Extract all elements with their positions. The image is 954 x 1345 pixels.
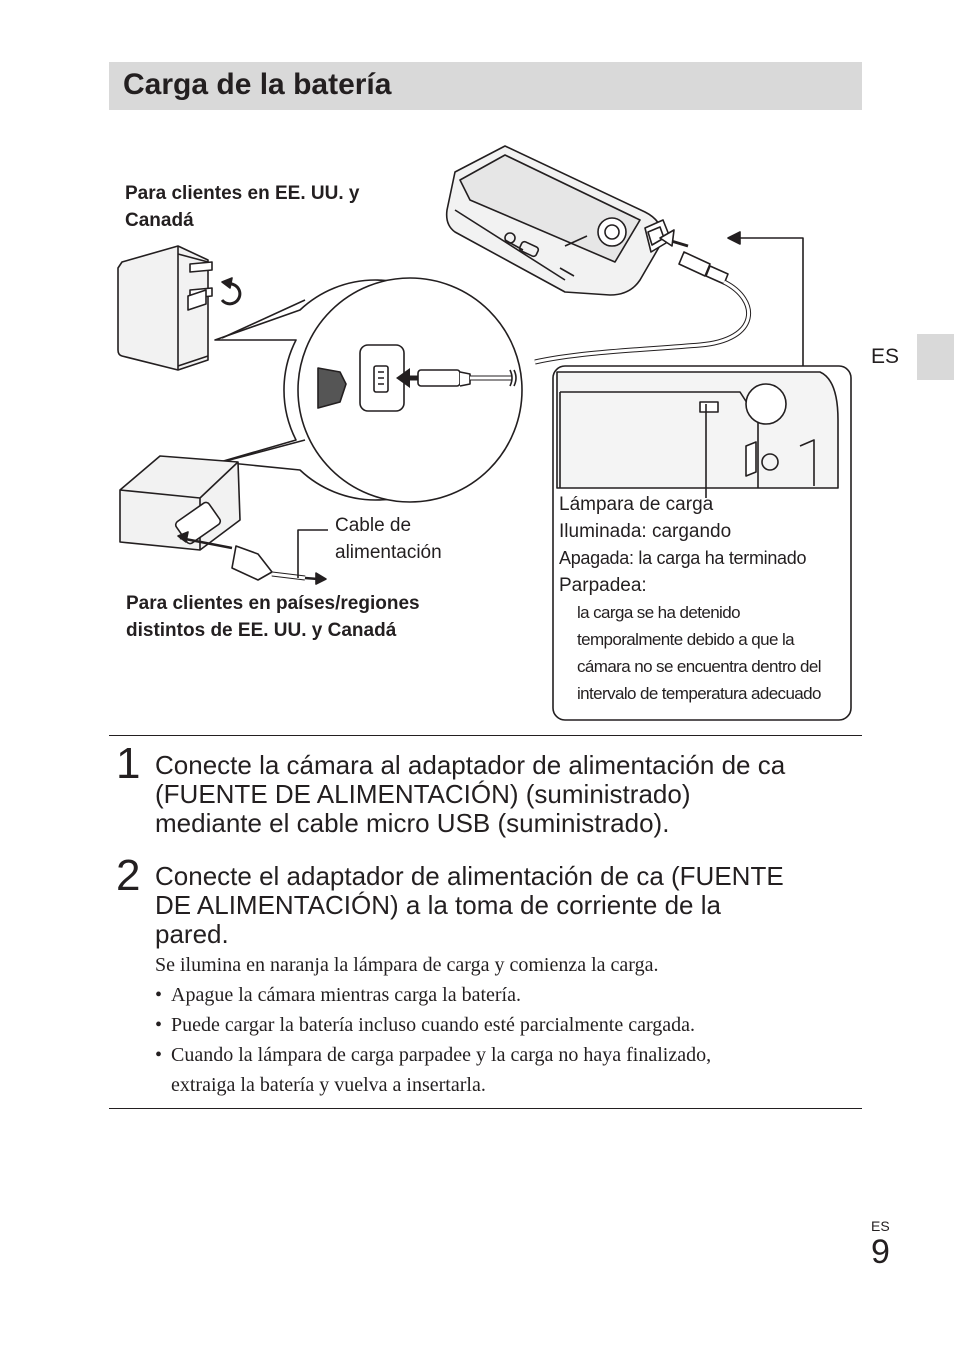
page-number: 9	[871, 1233, 890, 1271]
footer-language: ES	[871, 1218, 890, 1234]
bullet-item: • Apague la cámara mientras carga la batería.	[155, 984, 521, 1006]
charging-lamp-text	[559, 491, 849, 707]
step-2-body	[155, 950, 855, 1100]
camera-illustration	[447, 146, 671, 295]
bullet-item: • Puede cargar la batería incluso cuando esté parcialmente cargada.	[155, 1014, 696, 1036]
bullet-continuation: extraiga la batería y vuelva a insertarla.	[171, 1074, 486, 1096]
us-adapter-label: Para clientes en EE. UU. y Canadá	[125, 183, 360, 231]
step-2-number: 2	[116, 851, 141, 900]
intl-adapter-label: Para clientes en países/regiones distintos de EE. UU. y Canadá	[126, 593, 420, 641]
step-1-number: 1	[116, 739, 141, 788]
lamp-off-status: Apagada: la carga ha terminado	[559, 548, 807, 568]
bottom-divider	[109, 1108, 862, 1109]
power-cable-label: Cable de alimentación	[335, 515, 442, 563]
intl-adapter-illustration	[120, 456, 328, 584]
lamp-blink-title: Parpadea:	[559, 575, 647, 596]
lamp-lit-status: Iluminada: cargando	[559, 521, 732, 542]
step-1-text: Conecte la cámara al adaptador de alimentación de ca (FUENTE DE ALIMENTACIÓN) (suministrado) mediante el cable micro USB (suministrado).	[155, 750, 786, 838]
step-2-text: Conecte el adaptador de alimentación de ca (FUENTE DE ALIMENTACIÓN) a la toma de corriente de la pared.	[155, 861, 784, 949]
intro-text: Se ilumina en naranja la lámpara de carga y comienza la carga.	[155, 954, 659, 976]
lamp-title: Lámpara de carga	[559, 494, 714, 515]
bullet-item: • Cuando la lámpara de carga parpadee y la carga no haya finalizado,	[155, 1044, 712, 1066]
top-divider	[109, 735, 862, 736]
page-title: Carga de la batería	[123, 68, 392, 101]
language-tab-label: ES	[871, 345, 900, 368]
us-adapter-illustration	[118, 246, 240, 370]
lamp-blink-description: la carga se ha detenido temporalmente debido a que la cámara no se encuentra dentro del intervalo de temperatura adecuado	[577, 603, 821, 703]
